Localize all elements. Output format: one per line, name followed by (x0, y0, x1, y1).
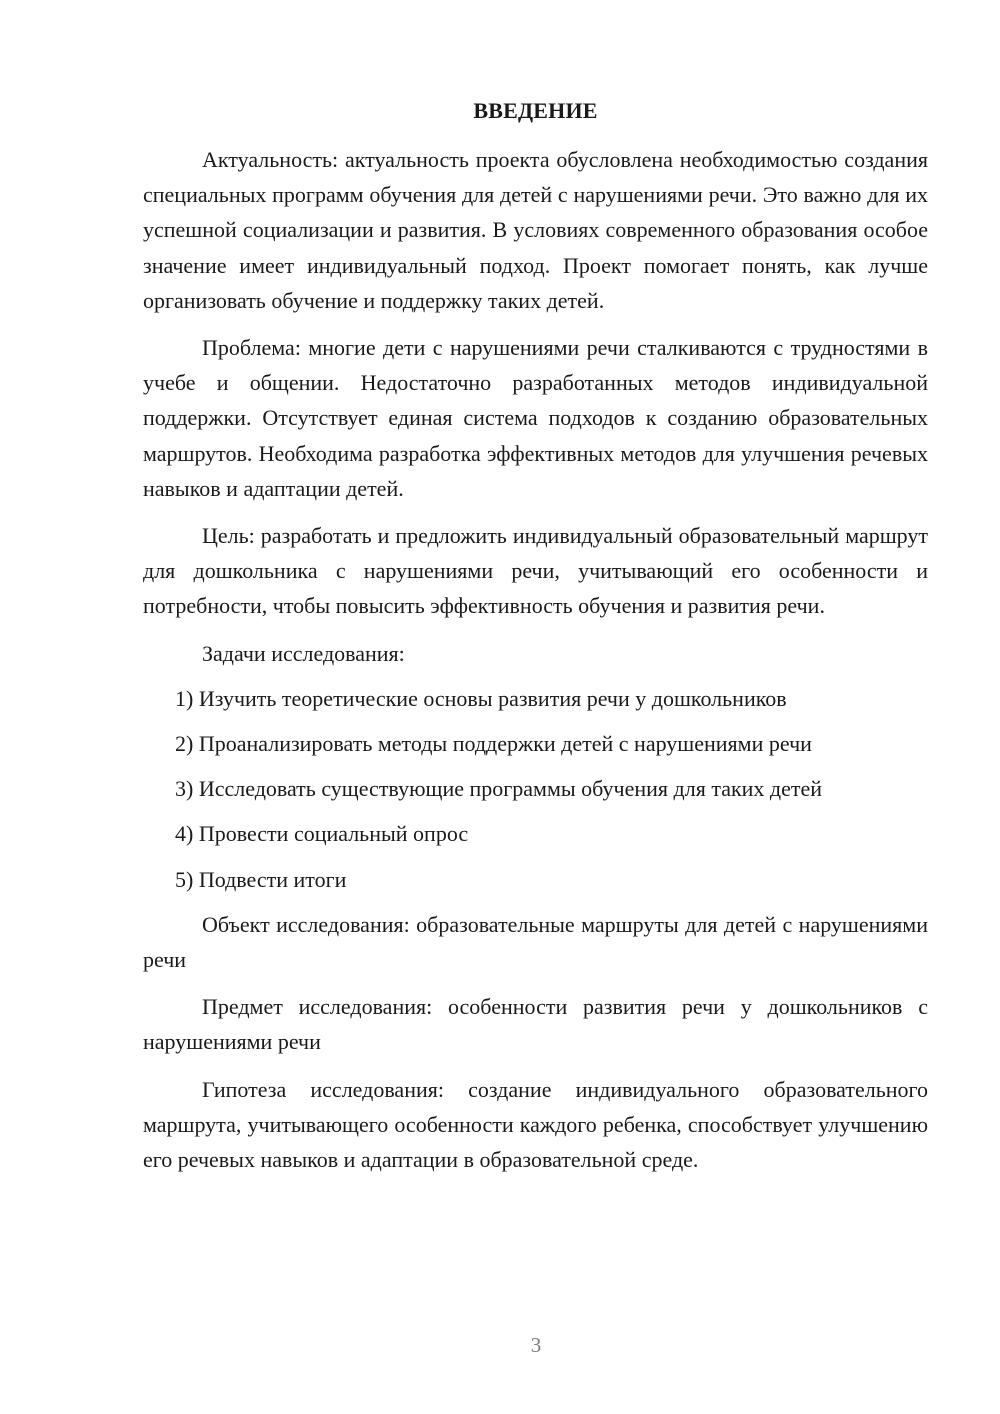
hypothesis-paragraph: Гипотеза исследования: создание индивидуального образовательного маршрута, учитывающего особенности каждого ребенка, способствует улучшению его речевых навыков и адаптации в образовательной среде. (143, 1076, 928, 1173)
tasks-heading: Задачи исследования: (202, 640, 405, 666)
page-title: ВВЕДЕНИЕ (473, 98, 598, 123)
page-number: 3 (530, 1333, 542, 1357)
task-item: 1) Изучить теоретические основы развития речи у дошкольников (175, 685, 787, 711)
task-item: 2) Проанализировать методы поддержки детей с нарушениями речи (175, 731, 812, 757)
object-paragraph: Объект исследования: образовательные маршруты для детей с нарушениями речи (143, 911, 928, 973)
relevance-paragraph: Актуальность: актуальность проекта обусловлена необходимостью создания специальных программ обучения для детей с нарушениями речи. Это важно для их успешной социализации и развития. В условиях современного образования особое значение имеет индивидуальный подход. Проект помогает понять, как лучше организовать обучение и поддержку таких детей. (143, 147, 928, 313)
task-item: 4) Провести социальный опрос (175, 821, 469, 847)
task-item: 5) Подвести итоги (175, 866, 347, 892)
problem-paragraph: Проблема: многие дети с нарушениями речи сталкиваются с трудностями в учебе и общении. Недостаточно разработанных методов индивидуальной поддержки. Отсутствует единая система подходов к созданию образовательных маршрутов. Необходима разработка эффективных методов для улучшения речевых навыков и адаптации детей. (143, 335, 928, 501)
document-page (143, 96, 928, 1189)
task-item: 3) Исследовать существующие программы обучения для таких детей (175, 776, 823, 802)
goal-paragraph: Цель: разработать и предложить индивидуальный образовательный маршрут для дошкольника с нарушениями речи, учитывающий его особенности и потребности, чтобы повысить эффективность обучения и развития речи. (143, 523, 928, 619)
tasks-list (143, 681, 928, 897)
subject-paragraph: Предмет исследования: особенности развития речи у дошкольников с нарушениями речи (143, 994, 928, 1055)
